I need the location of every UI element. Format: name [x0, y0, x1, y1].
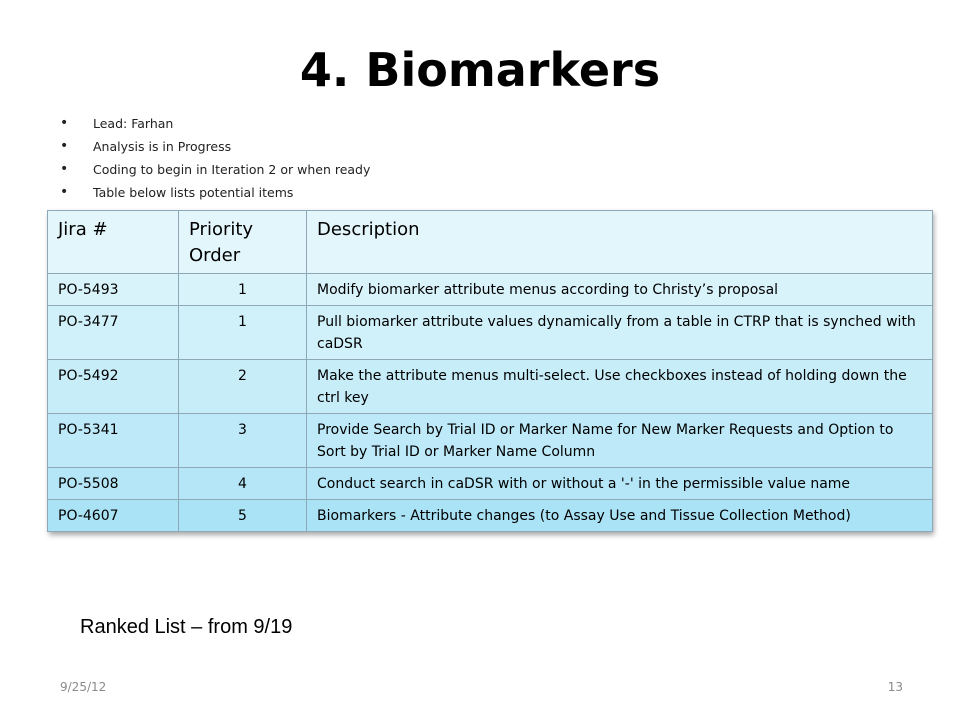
footer-page-number: 13 — [887, 680, 903, 694]
table-row — [48, 500, 933, 532]
cell-description: Provide Search by Trial ID or Marker Name for New Marker Requests and Option to Sort by Trial ID or Marker Name Column — [307, 414, 933, 468]
cell-description: Make the attribute menus multi-select. Use checkboxes instead of holding down the ctrl key — [307, 360, 933, 414]
bullet-item: • Table below lists potential items — [60, 181, 370, 204]
table-row — [48, 306, 933, 360]
cell-description: Modify biomarker attribute menus according to Christy’s proposal — [307, 274, 933, 306]
cell-description: Biomarkers - Attribute changes (to Assay Use and Tissue Collection Method) — [307, 500, 933, 532]
cell-jira: PO-4607 — [48, 500, 179, 532]
bullet-item: • Coding to begin in Iteration 2 or when ready — [60, 158, 370, 181]
cell-description: Conduct search in caDSR with or without a '-' in the permissible value name — [307, 468, 933, 500]
cell-jira: PO-5508 — [48, 468, 179, 500]
bullet-list — [60, 112, 370, 204]
cell-priority: 2 — [179, 360, 307, 414]
cell-description: Pull biomarker attribute values dynamically from a table in CTRP that is synched with caDSR — [307, 306, 933, 360]
cell-jira: PO-5493 — [48, 274, 179, 306]
header-priority: Priority Order — [179, 211, 307, 274]
footer-date: 9/25/12 — [60, 680, 107, 694]
table-row — [48, 468, 933, 500]
cell-jira: PO-5341 — [48, 414, 179, 468]
table-header-row — [48, 211, 933, 274]
table-row — [48, 274, 933, 306]
biomarker-table — [47, 210, 932, 532]
table-row — [48, 414, 933, 468]
bullet-item: • Lead: Farhan — [60, 112, 370, 135]
ranked-list-note: Ranked List – from 9/19 — [80, 616, 293, 638]
table-row — [48, 360, 933, 414]
slide-title: 4. Biomarkers — [299, 43, 661, 97]
cell-priority: 4 — [179, 468, 307, 500]
bullet-item: • Analysis is in Progress — [60, 135, 370, 158]
header-description: Description — [307, 211, 933, 274]
cell-priority: 3 — [179, 414, 307, 468]
cell-jira: PO-3477 — [48, 306, 179, 360]
cell-jira: PO-5492 — [48, 360, 179, 414]
cell-priority: 5 — [179, 500, 307, 532]
cell-priority: 1 — [179, 306, 307, 360]
header-jira: Jira # — [48, 211, 179, 274]
cell-priority: 1 — [179, 274, 307, 306]
